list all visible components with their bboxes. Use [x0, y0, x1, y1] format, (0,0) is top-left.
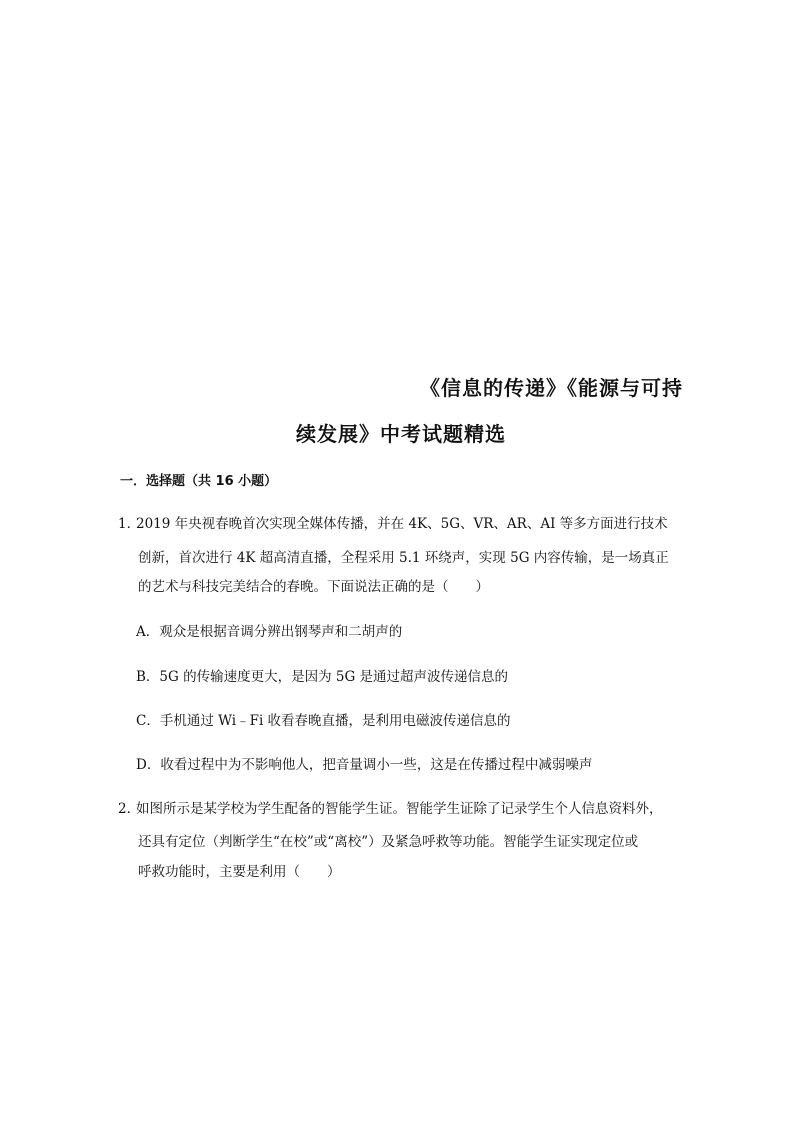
question-2-line-3: 呼救功能时，主要是利用（ ） — [138, 864, 341, 880]
question-2-line-1 — [118, 800, 663, 818]
question-1-line-3: 的艺术与科技完美结合的春晚。下面说法正确的是（ ） — [138, 579, 489, 595]
title-line-1: 《信息的传递》《能源与可持 — [420, 376, 683, 400]
question-1-text-1: 2019 年央视春晚首次实现全媒体传播，并在 4K、5G、VR、AR、AI 等多方面进行技术 — [136, 516, 668, 532]
question-2-text-1: 如图所示是某学校为学生配备的智能学生证。智能学生证除了记录学生个人信息资料外， — [136, 801, 663, 817]
section-heading: 一．选择题（共 16 小题） — [120, 474, 278, 489]
question-1-option-b: B．5G 的传输速度更大，是因为 5G 是通过超声波传递信息的 — [136, 669, 509, 685]
question-1-line-2: 创新，首次进行 4K 超高清直播，全程采用 5.1 环绕声，实现 5G 内容传输，是一场真正 — [138, 550, 669, 566]
question-1-number: 1． — [118, 516, 141, 532]
question-2-number: 2． — [118, 801, 141, 817]
question-1-line-1 — [118, 515, 668, 533]
question-1-option-d: D．收看过程中为不影响他人，把音量调小一些，这是在传播过程中减弱噪声 — [136, 757, 593, 773]
question-1-option-a: A．观众是根据音调分辨出钢琴声和二胡声的 — [136, 624, 403, 640]
title-line-2: 续发展》中考试题精选 — [296, 422, 506, 446]
question-2-line-2: 还具有定位（判断学生“在校”或“离校”）及紧急呼救等功能。智能学生证实现定位或 — [138, 834, 639, 850]
question-1-option-c: C．手机通过 Wi﹣Fi 收看春晚直播，是利用电磁波传递信息的 — [136, 713, 511, 729]
